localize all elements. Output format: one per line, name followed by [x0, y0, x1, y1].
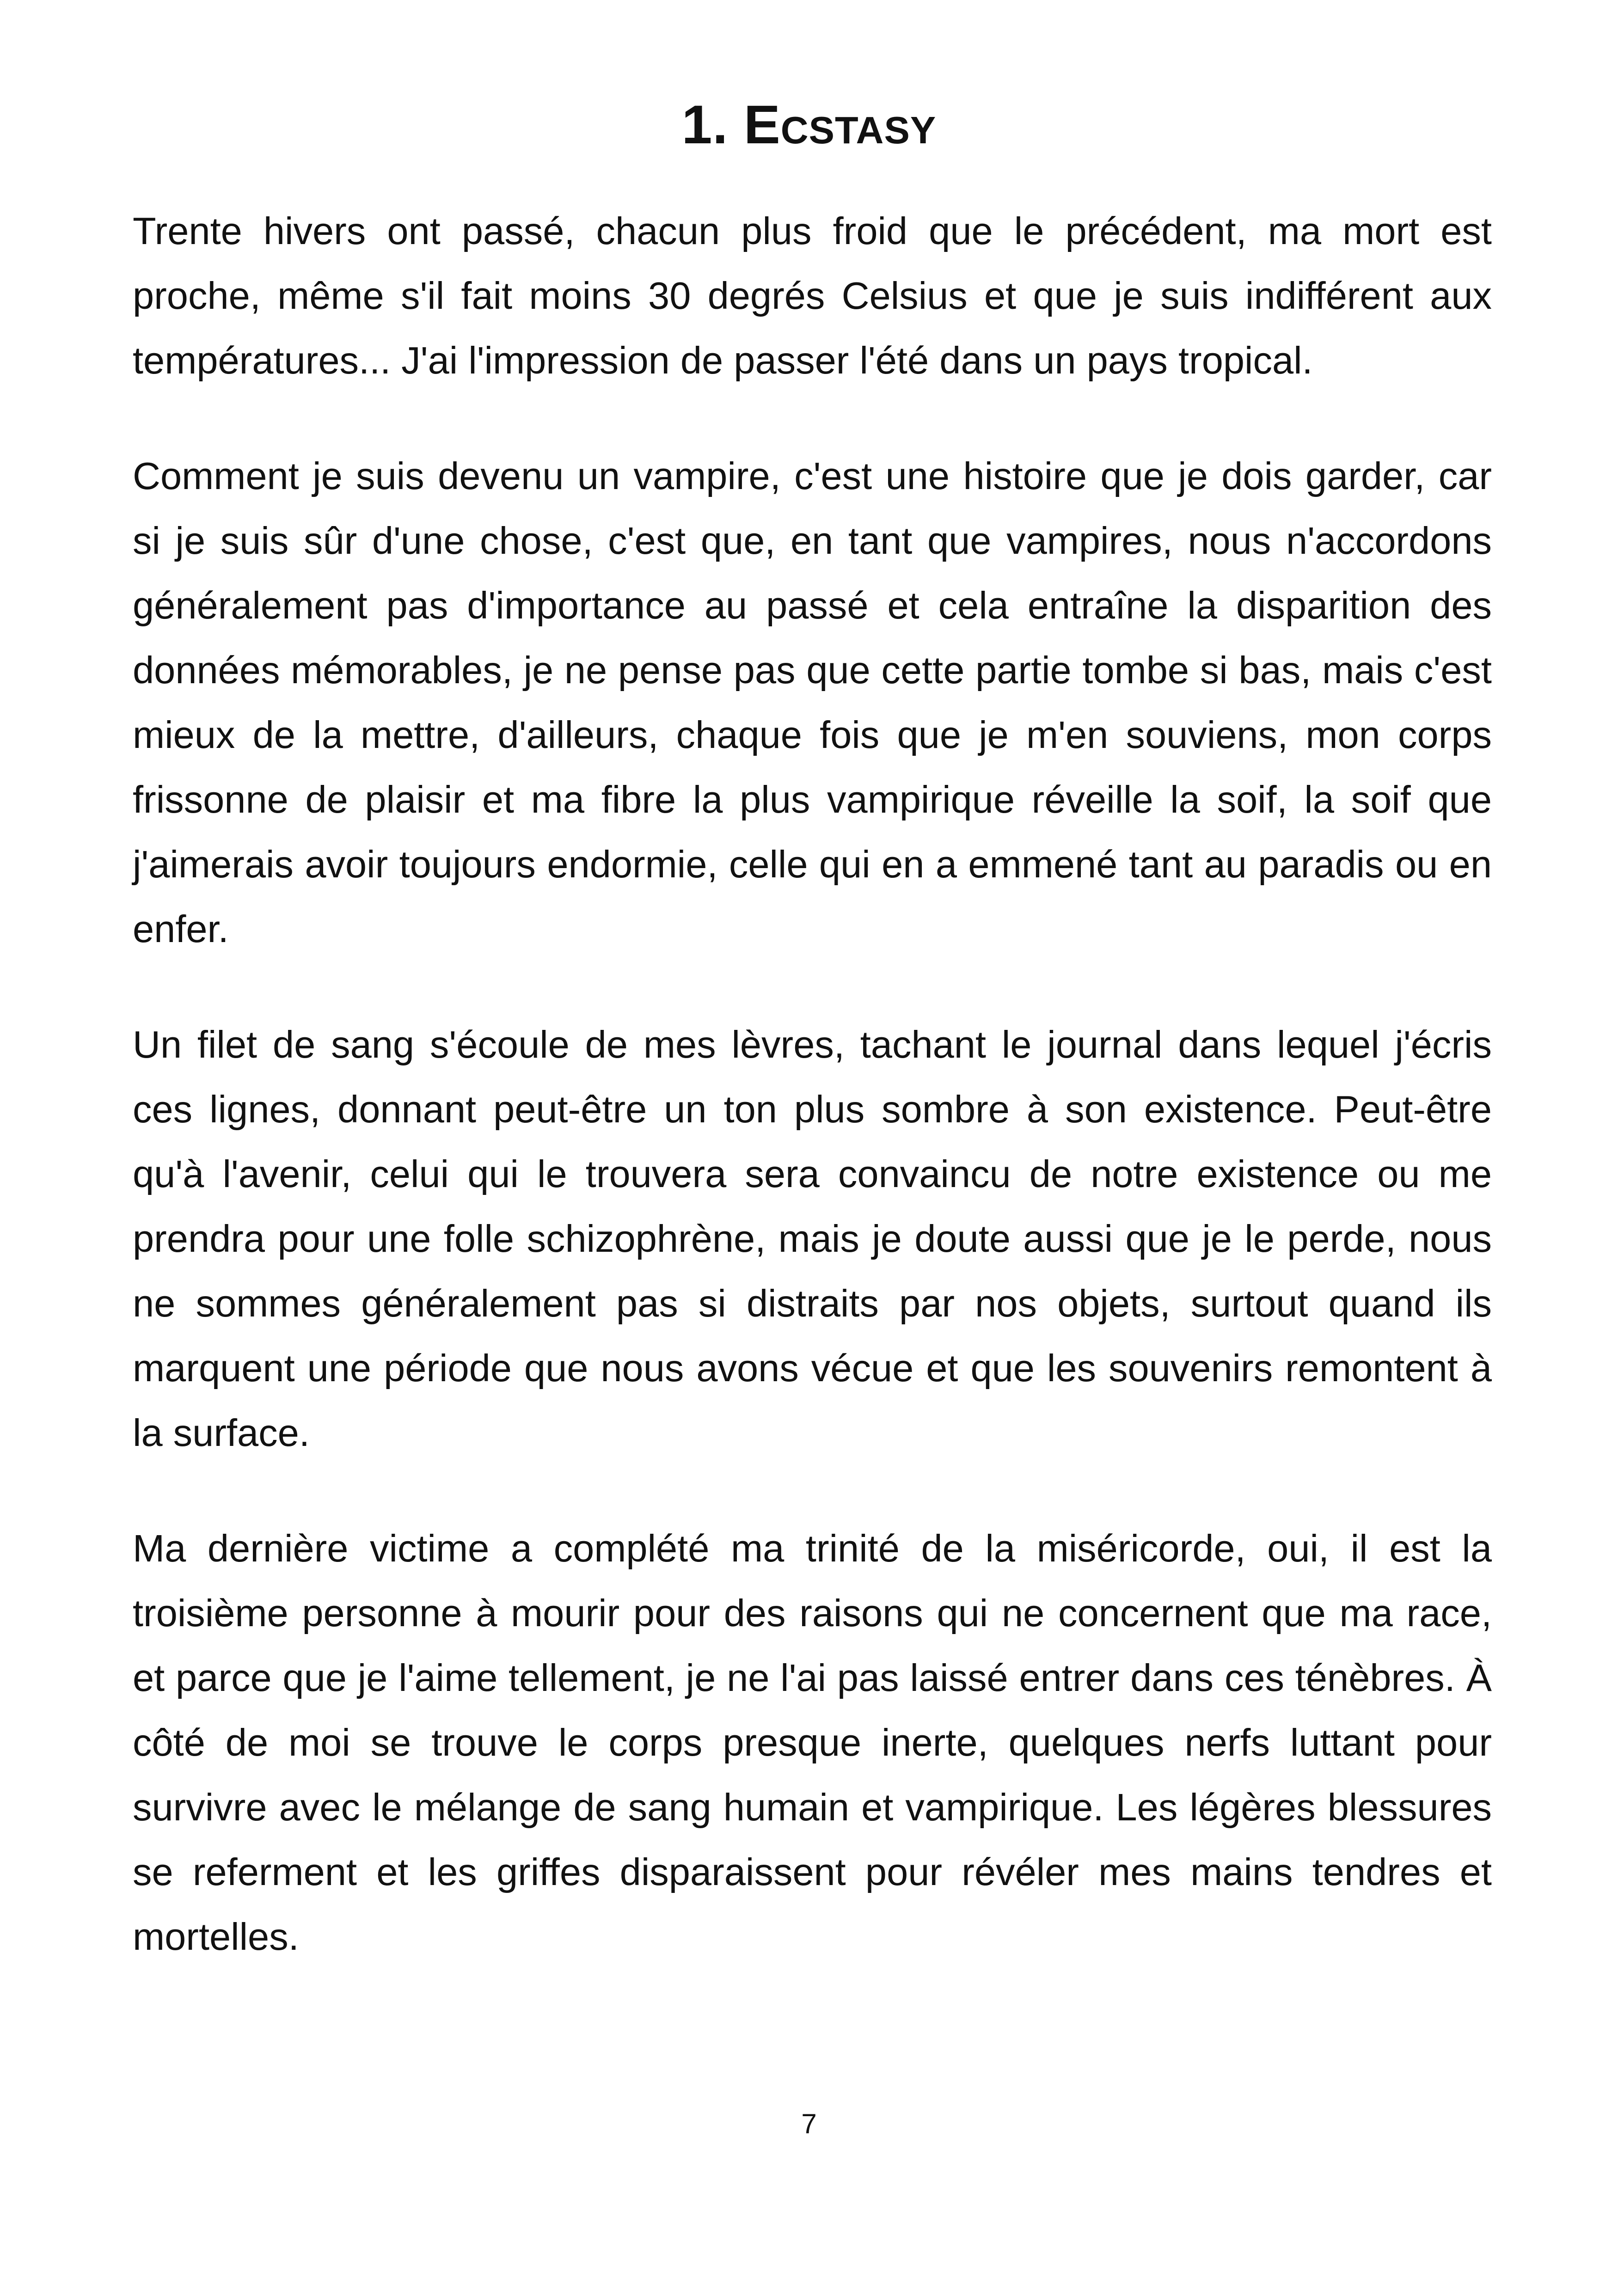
paragraph-1: Trente hivers ont passé, chacun plus froid que le précédent, ma mort est proche, même s'il fait moins 30 degrés Celsius et que je suis indifférent aux températures... J'ai l'impression de passer l'été dans un pays tropical. [133, 209, 1492, 382]
chapter-title-text: Ecstasy [744, 94, 937, 155]
paragraph-2: Comment je suis devenu un vampire, c'est une histoire que je dois garder, car si je suis sûr d'une chose, c'est que, en tant que vampires, nous n'accordons généralement pas d'importance au passé et cela entraîne la disparition des données mémorables, je ne pense pas que cette partie tombe si bas, mais c'est mieux de la mettre, d'ailleurs, chaque fois que je m'en souviens, mon corps frissonne de plaisir et ma fibre la plus vampirique réveille la soif, la soif que j'aimerais avoir toujours endormie, celle qui en a emmené tant au paradis ou en enfer. [133, 454, 1492, 950]
chapter-title [0, 90, 1618, 159]
chapter-body [133, 199, 1492, 2020]
paragraph-4: Ma dernière victime a complété ma trinité de la miséricorde, oui, il est la troisième personne à mourir pour des raisons qui ne concernent que ma race, et parce que je l'aime tellement, je ne l'ai pas laissé entrer dans ces ténèbres. À côté de moi se trouve le corps presque inerte, quelques nerfs luttant pour survivre avec le mélange de sang humain et vampirique. Les légères blessures se referment et les griffes disparaissent pour révéler mes mains tendres et mortelles. [133, 1527, 1492, 1958]
page-number: 7 [801, 2108, 817, 2139]
chapter-number: 1. [681, 94, 729, 155]
paragraph-3: Un filet de sang s'écoule de mes lèvres, tachant le journal dans lequel j'écris ces lignes, donnant peut-être un ton plus sombre à son existence. Peut-être qu'à l'avenir, celui qui le trouvera sera convaincu de notre existence ou me prendra pour une folle schizophrène, mais je doute aussi que je le perde, nous ne sommes généralement pas si distraits par nos objets, surtout quand ils marquent une période que nous avons vécue et que les souvenirs remontent à la surface. [133, 1023, 1492, 1454]
